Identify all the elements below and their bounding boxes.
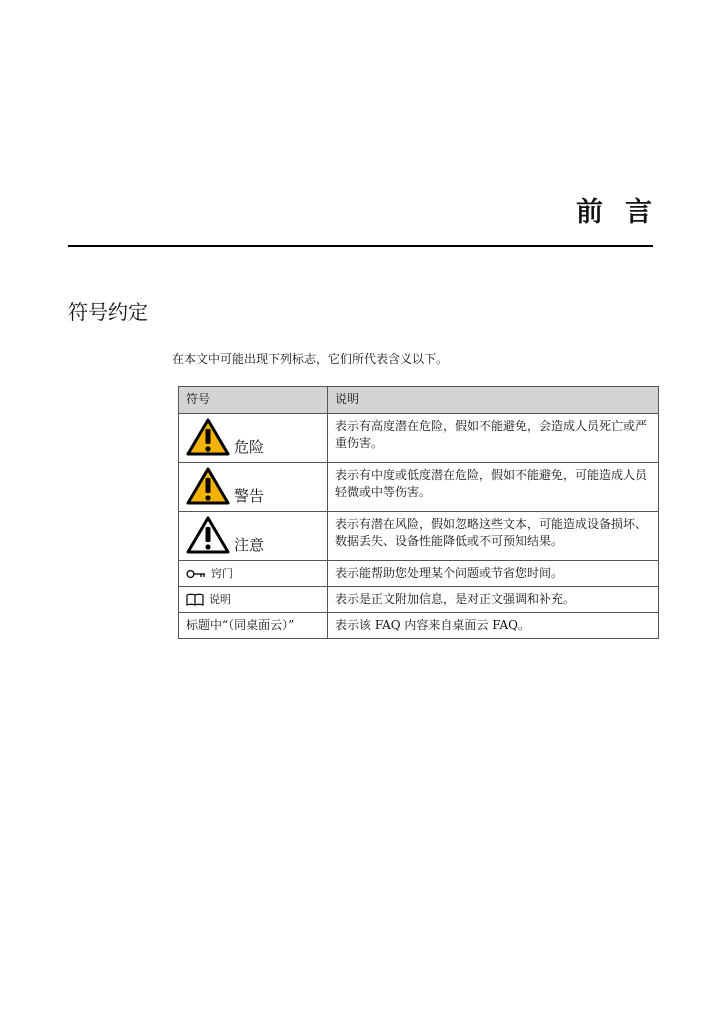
description-cell: 表示有潜在风险，假如忽略这些文本，可能造成设备损坏、数据丢失、设备性能降低或不可预知结果。 bbox=[328, 512, 659, 561]
description-cell: 表示能帮助您处理某个问题或节省您时间。 bbox=[328, 561, 659, 587]
symbol-cell bbox=[179, 414, 328, 463]
description-cell: 表示有高度潜在危险，假如不能避免，会造成人员死亡或严重伤害。 bbox=[328, 414, 659, 463]
symbol-label: 说明 bbox=[209, 593, 231, 606]
book-icon bbox=[186, 593, 204, 607]
caution-triangle-icon bbox=[186, 516, 230, 554]
symbol-label: 窍门 bbox=[211, 567, 233, 580]
table-row bbox=[179, 512, 659, 561]
intro-text: 在本文中可能出现下列标志，它们所代表含义以下。 bbox=[172, 352, 449, 366]
warning-triangle-icon bbox=[186, 467, 230, 505]
description-cell: 表示有中度或低度潜在危险，假如不能避免，可能造成人员轻微或中等伤害。 bbox=[328, 463, 659, 512]
symbol-table bbox=[178, 386, 659, 639]
table-row bbox=[179, 561, 659, 587]
header-symbol: 符号 bbox=[179, 387, 328, 414]
symbol-cell bbox=[179, 613, 328, 639]
symbol-label: 注意 bbox=[234, 536, 265, 554]
symbol-cell bbox=[179, 463, 328, 512]
table-row bbox=[179, 463, 659, 512]
symbol-cell bbox=[179, 561, 328, 587]
section-title: 符号约定 bbox=[68, 300, 148, 324]
table-header-row bbox=[179, 387, 659, 414]
description-cell: 表示是正文附加信息，是对正文强调和补充。 bbox=[328, 587, 659, 613]
header-description: 说明 bbox=[328, 387, 659, 414]
symbol-label: 标题中“（同桌面云）” bbox=[186, 618, 295, 632]
symbol-cell bbox=[179, 512, 328, 561]
table-row bbox=[179, 414, 659, 463]
danger-triangle-icon bbox=[186, 418, 230, 456]
table-row bbox=[179, 587, 659, 613]
chapter-title: 前言 bbox=[576, 197, 674, 228]
description-cell: 表示该 FAQ 内容来自桌面云 FAQ。 bbox=[328, 613, 659, 639]
table-row bbox=[179, 613, 659, 639]
symbol-cell bbox=[179, 587, 328, 613]
key-icon bbox=[186, 569, 206, 579]
title-rule bbox=[68, 245, 653, 247]
symbol-label: 危险 bbox=[234, 438, 265, 456]
symbol-label: 警告 bbox=[234, 487, 265, 505]
